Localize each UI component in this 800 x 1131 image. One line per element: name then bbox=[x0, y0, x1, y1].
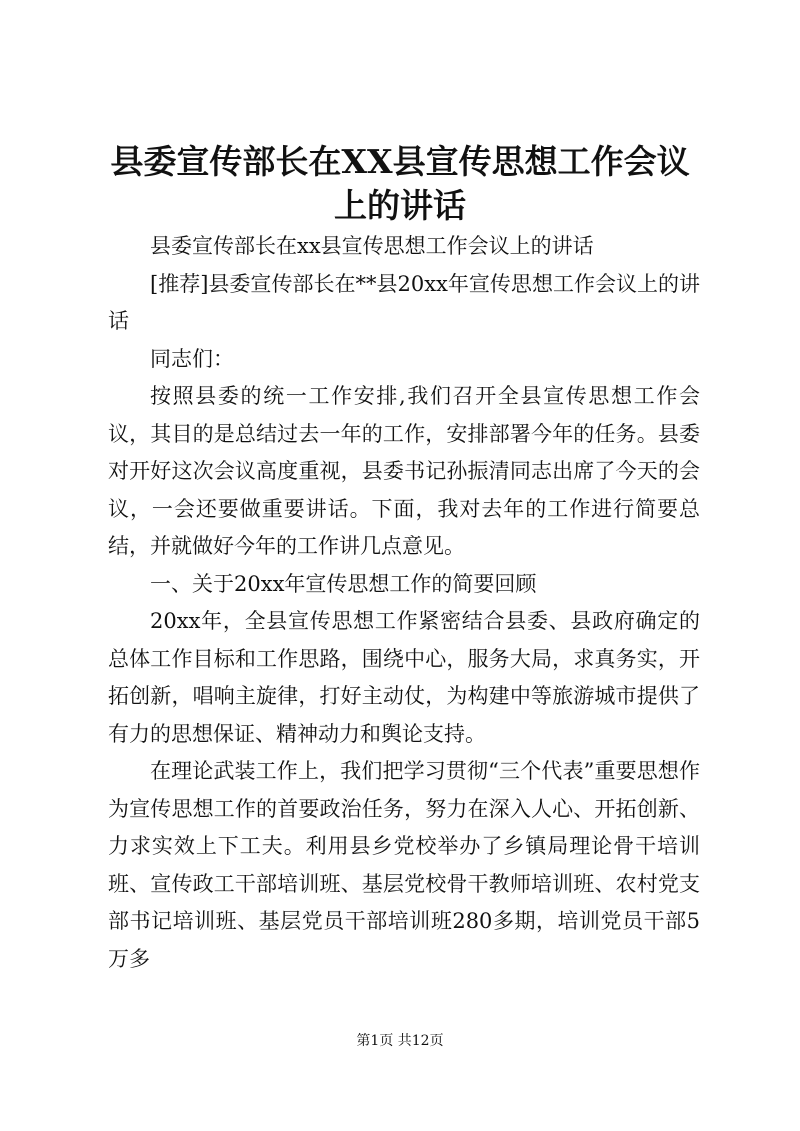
document-body bbox=[108, 228, 700, 978]
section-heading-1: 一、关于20xx年宣传思想工作的简要回顾 bbox=[150, 571, 537, 596]
paragraph-recommend: [推荐]县委宣传部长在**县20xx年宣传思想工作会议上的讲话 bbox=[108, 271, 700, 333]
paragraph-intro: 按照县委的统一工作安排,我们召开全县宣传思想工作会议，其目的是总结过去一年的工作，安排部署今年的任务。县委对开好这次会议高度重视，县委书记孙振清同志出席了今天的会议，一会还要做重要讲话。下面，我对去年的工作进行简要总结，并就做好今年的工作讲几点意见。 bbox=[108, 384, 700, 558]
paragraph-review: 20xx年，全县宣传思想工作紧密结合县委、县政府确定的总体工作目标和工作思路，围绕中心，服务大局，求真务实，开拓创新，唱响主旋律，打好主动仗，为构建中等旅游城市提供了有力的思想保证、精神动力和舆论支持。 bbox=[108, 609, 700, 746]
paragraph-subtitle: 县委宣传部长在xx县宣传思想工作会议上的讲话 bbox=[150, 234, 594, 258]
page-footer: 第1页 共12页 bbox=[356, 1033, 444, 1049]
document-title: 县委宣传部长在XX县宣传思想工作会议上的讲话 bbox=[110, 142, 690, 225]
paragraph-salutation: 同志们： bbox=[150, 346, 234, 371]
paragraph-theory: 在理论武装工作上，我们把学习贯彻“三个代表”重要思想作为宣传思想工作的首要政治任务，努力在深入人心、开拓创新、力求实效上下工夫。利用县乡党校举办了乡镇局理论骨干培训班、宣传政工干部培训班、基层党校骨干教师培训班、农村党支部书记培训班、基层党员干部培训班280多期，培训党员干部5万多 bbox=[108, 759, 700, 971]
